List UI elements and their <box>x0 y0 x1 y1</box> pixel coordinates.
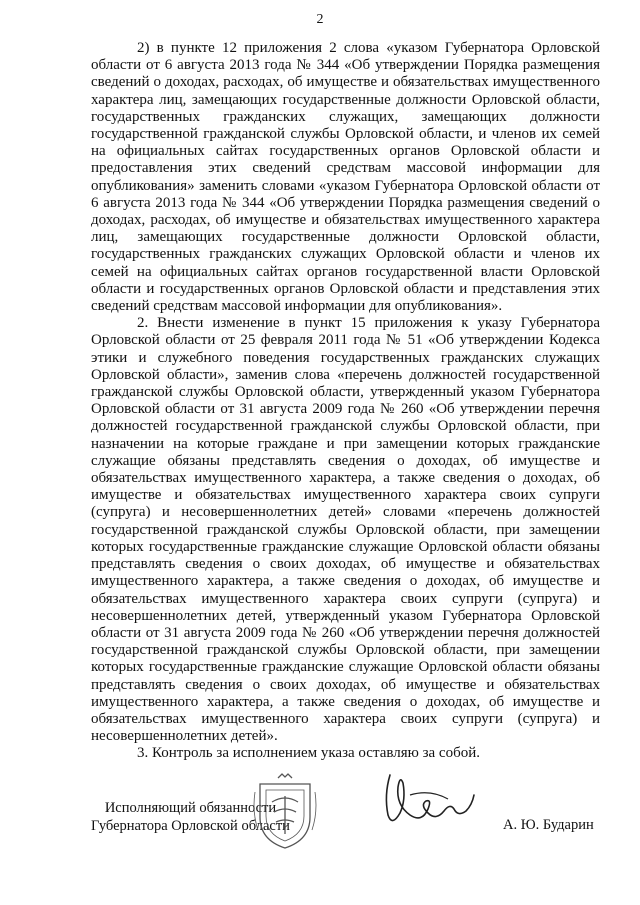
paragraph-point-3: 3. Контроль за исполнением указа оставляю за собой. <box>137 745 480 762</box>
page-number: 2 <box>316 12 324 27</box>
signer-title-line-1: Исполняющий обязанности <box>104 800 277 816</box>
paragraph-point-2: 2. Внести изменение в пункт 15 приложения к указу Губернатора Орловской области от 25 февраля 2011 года № 51 «Об утверждении Кодекса этики и служебного поведения государственных гражданских служащих Орловской области», заменив слова «перечень должностей государственной гражданской службы Орловской области, утвержденный указом Губернатора Орловской области от 31 августа 2009 года № 260 «Об утверждении перечня должностей государственной гражданской службы Орловской области, при назначении на которые граждане и при замещении которых гражданские служащие обязаны представлять сведения о доходах, об имуществе и обязательствах имущественного характера, а также сведения о доходах, об имуществе и обязательствах имущественного характера своих супруги (супруга) и несовершеннолетних детей» словами «перечень должностей государственной гражданской службы Орловской области, при замещении которых государственные гражданские служащие Орловской области обязаны представлять сведения о своих доходах, об имуществе и обязательствах имущественного характера, а также сведения о доходах, об имуществе и обязательствах имущественного характера своих супруги (супруга) и несовершеннолетних детей, утвержденный указом Губернатора Орловской области от 31 августа 2009 года № 260 «Об утверждении перечня должностей государственной гражданской службы Орловской области, при замещении которых государственные гражданские служащие Орловской области обязаны представлять сведения о своих доходах, об имуществе и обязательствах имущественного характера, а также сведения о доходах, об имуществе и обязательствах имущественного характера своих супруги (супруга) и несовершеннолетних детей». <box>91 315 600 745</box>
signer-name: А. Ю. Бударин <box>503 817 594 833</box>
handwritten-signature-icon <box>370 765 480 840</box>
coat-of-arms-seal-icon <box>250 772 320 852</box>
signature-block <box>0 800 640 870</box>
document-body <box>91 40 600 763</box>
signer-title-line-2: Губернатора Орловской области <box>91 817 290 834</box>
paragraph-item-2: 2) в пункте 12 приложения 2 слова «указом Губернатора Орловской области от 6 августа 2013 года № 344 «Об утверждении Порядка размещения сведений о доходах, расходах, об имуществе и обязательствах имущественного характера лиц, замещающих государственные должности Орловской области, государственных гражданских служащих, замещающих должности государственной гражданской службы Орловской области, и членов их семей на официальных сайтах государственных органов Орловской области и предоставления этих сведений средствам массовой информации для опубликования» заменить словами «указом Губернатора Орловской области от 6 августа 2013 года № 344 «Об утверждении Порядка размещения сведений о доходах, расходах, об имуществе и обязательствах имущественного характера лиц, замещающих государственные должности Орловской области, государственных гражданских служащих Орловской области и членов их семей на официальных сайтах органов государственной власти Орловской области и государственных органов Орловской области и представления этих сведений средствам массовой информации для опубликования». <box>91 40 600 315</box>
